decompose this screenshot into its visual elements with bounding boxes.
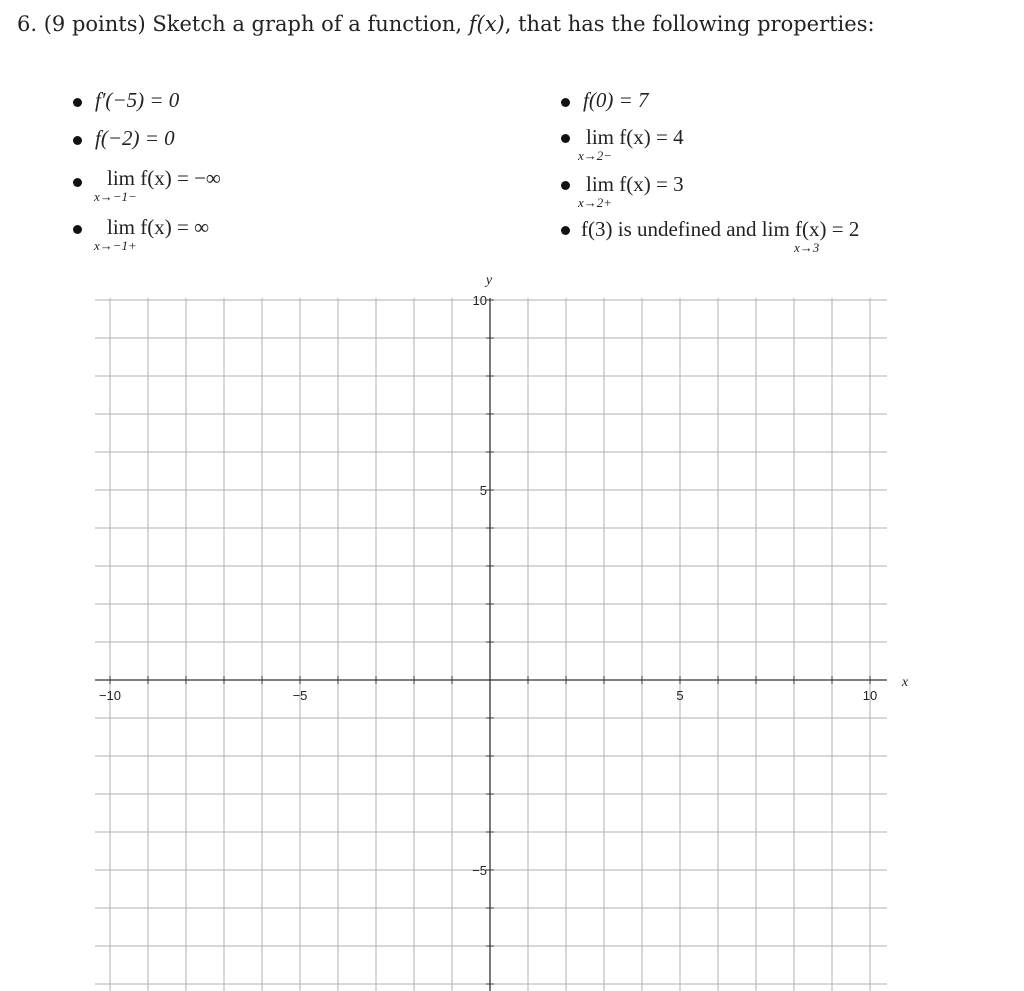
property-left-4: lim f(x) = ∞ [107,215,210,239]
property-left-2: f(−2) = 0 [95,126,175,150]
property-right-2: lim f(x) = 4 [586,125,684,149]
question-text: Sketch a graph of a function, [152,12,463,36]
question-function: f(x) [468,12,505,36]
property-left-3-subscript: x→−1− [94,189,137,204]
y-tick-label: 5 [479,483,487,498]
property-right-3: lim f(x) = 3 [586,172,684,196]
x-tick-label: −5 [292,688,308,703]
property-right-4-subscript: x→3 [794,240,820,255]
x-tick-label: 10 [862,688,878,703]
x-tick-label: −10 [98,688,122,703]
property-right-3-subscript: x→2+ [578,195,613,210]
property-left-3: lim f(x) = −∞ [107,166,221,190]
question-points: (9 points) [43,12,146,36]
x-tick-label: 5 [676,688,684,703]
question-text-end: , that has the following properties: [504,12,875,36]
property-left-1: f′(−5) = 0 [95,88,180,112]
property-right-4: f(3) is undefined and lim f(x) = 2 [581,217,860,241]
y-tick-label: 10 [472,293,487,308]
y-tick-label: −5 [472,863,487,878]
property-right-1: f(0) = 7 [583,88,649,112]
property-left-4-subscript: x→−1+ [94,238,137,253]
question-number: 6. [17,12,38,36]
x-axis-label: x [901,675,909,690]
y-axis-label: y [485,273,493,288]
property-right-2-subscript: x→2− [578,148,613,163]
